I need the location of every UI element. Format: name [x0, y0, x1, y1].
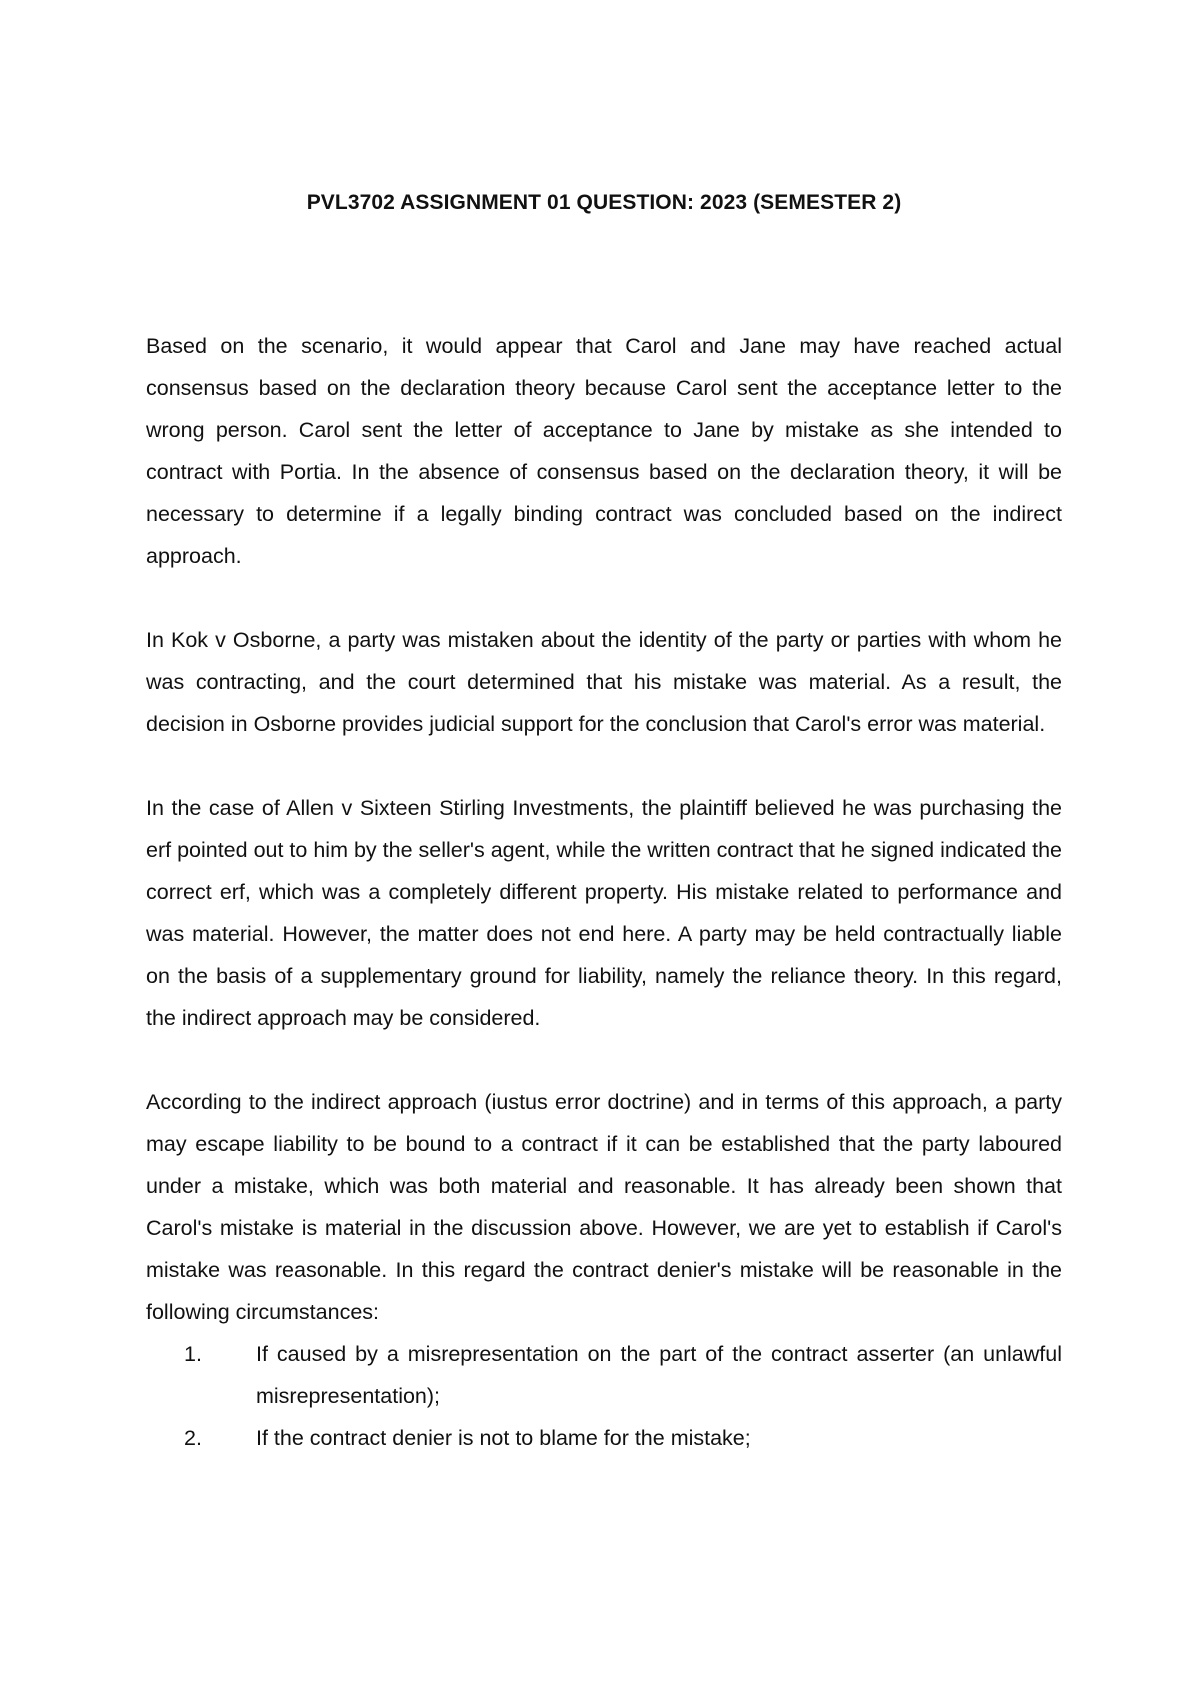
- list-item-text: If the contract denier is not to blame for the mistake;: [256, 1426, 751, 1450]
- list-item: [146, 1417, 1062, 1459]
- paragraph-kok-v-osborne: In Kok v Osborne, a party was mistaken about the identity of the party or parties with whom he was contracting, and the court determined that his mistake was material. As a result, the decision in Osborne provides judicial support for the conclusion that Carol's error was material.: [146, 628, 1062, 736]
- paragraph-declaration-theory: Based on the scenario, it would appear that Carol and Jane may have reached actual consensus based on the declaration theory because Carol sent the acceptance letter to the wrong person. Carol sent the letter of acceptance to Jane by mistake as she intended to contract with Portia. In the absence of consensus based on the declaration theory, it will be necessary to determine if a legally binding contract was concluded based on the indirect approach.: [146, 334, 1062, 568]
- list-item: [146, 1333, 1062, 1417]
- document-title: PVL3702 ASSIGNMENT 01 QUESTION: 2023 (SEMESTER 2): [306, 191, 902, 214]
- list-item-number: 2.: [184, 1426, 202, 1450]
- document-body: [146, 188, 1062, 1459]
- list-item-number: 1.: [184, 1342, 202, 1366]
- list-item-text: If caused by a misrepresentation on the part of the contract asserter (an unlawful misrepresentation);: [256, 1342, 1062, 1408]
- circumstances-list: [146, 1333, 1062, 1459]
- paragraph-indirect-approach: According to the indirect approach (iustus error doctrine) and in terms of this approach, a party may escape liability to be bound to a contract if it can be established that the party laboured under a mistake, which was both material and reasonable. It has already been shown that Carol's mistake is material in the discussion above. However, we are yet to establish if Carol's mistake was reasonable. In this regard the contract denier's mistake will be reasonable in the following circumstances:: [146, 1090, 1062, 1324]
- paragraph-allen-v-sixteen-stirling: In the case of Allen v Sixteen Stirling Investments, the plaintiff believed he was purchasing the erf pointed out to him by the seller's agent, while the written contract that he signed indicated the correct erf, which was a completely different property. His mistake related to performance and was material. However, the matter does not end here. A party may be held contractually liable on the basis of a supplementary ground for liability, namely the reliance theory. In this regard, the indirect approach may be considered.: [146, 796, 1063, 1030]
